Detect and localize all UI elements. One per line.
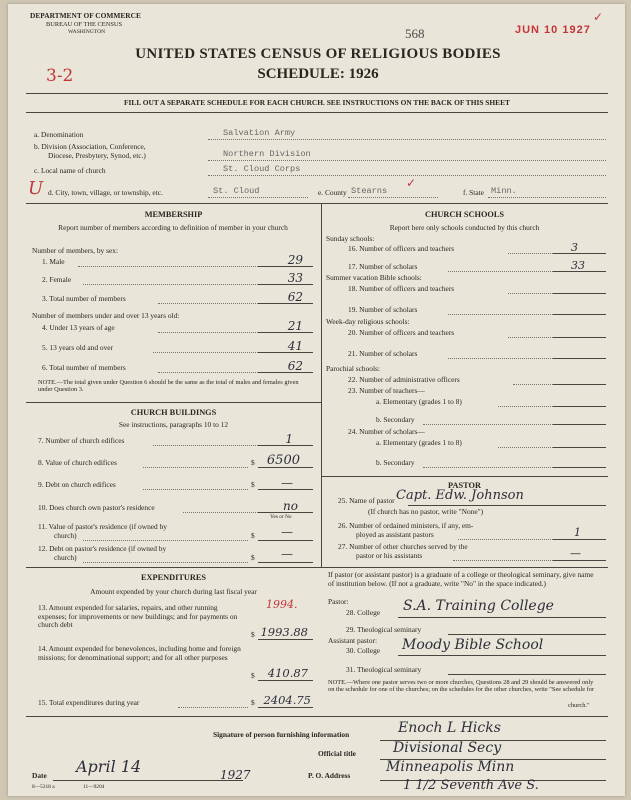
expenditures-intro: Amount expended by your church during last fiscal year	[90, 587, 257, 596]
q8-value: 6500	[266, 453, 300, 468]
q23a-label: a. Elementary (grades 1 to 8)	[376, 397, 462, 406]
signature-label: Signature of person furnishing information	[213, 730, 350, 739]
margin-mark: U	[28, 178, 44, 199]
q13-label: 13. Amount expended for salaries, repairs, and other running expenses; for improvements or new buildings; and for payments on church debt	[38, 603, 238, 630]
county-label: e. County	[318, 188, 347, 197]
q14-label: 14. Amount expended for benevolences, including home and foreign missions; for denominational support; and for all other purposes	[38, 644, 241, 662]
q13-value: 1993.88	[260, 625, 308, 639]
membership-note: NOTE.—The total given under Question 6 should be the same as the total of males and females given under Question 3.	[38, 379, 299, 394]
form-number: 568	[405, 26, 425, 41]
dollar-sign: $	[251, 630, 255, 639]
pastor-subheading: Pastor:	[328, 597, 349, 606]
county-value: Stearns	[351, 186, 388, 196]
q27-label-2: pastor or his assistants	[356, 551, 423, 560]
graduate-note: If pastor (or assistant pastor) is a graduate of a college or theological seminary, give name of institution below. (If not a graduate, write "No" in the space indicated.)	[328, 570, 594, 588]
q23-label: 23. Number of teachers—	[348, 386, 425, 395]
division-label-1: b. Division (Association, Conference,	[34, 142, 146, 151]
q11-label-1: 11. Value of pastor's residence (if owned by	[38, 522, 167, 531]
check-mark-icon: ✓	[593, 10, 604, 24]
form-code-2: 11—9204	[83, 784, 105, 790]
buildings-intro: See instructions, paragraphs 10 to 12	[118, 420, 229, 429]
form-code: 8—5318 a	[32, 784, 55, 790]
q11-label-2: church)	[54, 531, 77, 540]
vacation-schools-label: Summer vacation Bible schools:	[326, 273, 422, 282]
received-date-stamp: JUN 10 1927	[515, 24, 591, 36]
parochial-schools-label: Parochial schools:	[326, 364, 380, 373]
q26-label-1: 26. Number of ordained ministers, if any, em-	[338, 521, 474, 530]
dollar-sign: $	[251, 531, 255, 540]
q26-label-2: ployed as assistant pastors	[356, 530, 434, 539]
q24b-label: b. Secondary	[376, 458, 415, 467]
q19-label: 19. Number of scholars	[348, 305, 418, 314]
q15-label: 15. Total expenditures during year	[38, 698, 140, 707]
q2-value: 33	[287, 271, 303, 285]
q28-value: S.A. Training College	[403, 598, 554, 614]
q8-label: 8. Value of church edifices	[38, 458, 117, 467]
q12-label-2: church)	[54, 553, 77, 562]
q2-label: 2. Female	[42, 275, 72, 284]
q24-label: 24. Number of scholars—	[348, 427, 425, 436]
local-name-value: St. Cloud Corps	[223, 164, 301, 174]
local-name-label: c. Local name of church	[34, 166, 106, 175]
q6-label: 6. Total number of members	[42, 363, 126, 372]
form-title: UNITED STATES CENSUS OF RELIGIOUS BODIES	[135, 46, 501, 62]
q31-label: 31. Theological seminary	[346, 665, 422, 674]
q4-label: 4. Under 13 years of age	[42, 323, 115, 332]
form-subtitle: SCHEDULE: 1926	[257, 66, 379, 82]
city-label: d. City, town, village, or township, etc.	[48, 188, 163, 197]
po-address-value-2: 1 1/2 Seventh Ave S.	[403, 778, 539, 793]
q1-value: 29	[287, 253, 303, 267]
city-label: WASHINGTON	[68, 29, 106, 35]
code-mark: 3-2	[46, 66, 74, 86]
census-schedule-form	[8, 4, 625, 796]
sunday-schools-label: Sunday schools:	[326, 234, 375, 243]
q11-value: —	[281, 525, 293, 539]
q23b-label: b. Secondary	[376, 415, 415, 424]
q24a-label: a. Elementary (grades 1 to 8)	[376, 438, 462, 447]
official-title-value: Divisional Secy	[393, 740, 502, 756]
year-value: 1927	[220, 768, 251, 782]
q13-note: 1994.	[266, 598, 298, 611]
q16-value: 3	[571, 241, 578, 254]
q7-value: 1	[285, 432, 293, 446]
dollar-sign: $	[251, 553, 255, 562]
q12-value: —	[281, 547, 293, 561]
dollar-sign: $	[251, 480, 255, 489]
schools-heading: CHURCH SCHOOLS	[424, 210, 505, 219]
members-by-sex-label: Number of members, by sex:	[32, 246, 118, 255]
q25-label: 25. Name of pastor	[338, 496, 395, 505]
q10-label: 10. Does church own pastor's residence	[38, 503, 155, 512]
po-address-label: P. O. Address	[308, 771, 351, 780]
q6-value: 62	[287, 359, 303, 373]
q9-value: —	[281, 476, 293, 490]
division-value: Northern Division	[223, 149, 311, 159]
dollar-sign: $	[251, 698, 255, 707]
q12-label-1: 12. Debt on pastor's residence (if owned by	[38, 544, 167, 553]
pastor-heading: PASTOR	[448, 481, 481, 490]
q10-value: no	[283, 499, 298, 513]
q25-value: Capt. Edw. Johnson	[396, 488, 524, 503]
bureau-label: BUREAU OF THE CENSUS	[46, 21, 123, 28]
yes-no-caption: Yes or No	[270, 514, 292, 520]
state-label: f. State	[463, 188, 484, 197]
schools-intro: Report here only schools conducted by this church	[389, 223, 540, 232]
city-value: St. Cloud	[213, 186, 260, 196]
q7-label: 7. Number of church edifices	[38, 436, 125, 445]
q27-label-1: 27. Number of other churches served by the	[338, 542, 468, 551]
q27-value: —	[570, 547, 581, 560]
date-value: April 14	[76, 757, 142, 776]
q15-value: 2404.75	[263, 693, 311, 707]
q22-label: 22. Number of administrative officers	[348, 375, 460, 384]
q5-label: 5. 13 years old and over	[42, 343, 114, 352]
q30-label: 30. College	[346, 646, 381, 655]
q29-label: 29. Theological seminary	[346, 625, 422, 634]
membership-heading: MEMBERSHIP	[144, 210, 203, 219]
membership-intro: Report number of members according to definition of member in your church	[58, 223, 288, 232]
division-label-2: Diocese, Presbytery, Synod, etc.)	[48, 151, 146, 160]
q4-value: 21	[287, 319, 303, 333]
age-label: Number of members under and over 13 years old:	[32, 311, 180, 320]
expenditures-heading: EXPENDITURES	[140, 573, 206, 582]
q18-label: 18. Number of officers and teachers	[348, 284, 455, 293]
q3-label: 3. Total number of members	[42, 294, 126, 303]
dollar-sign: $	[251, 671, 255, 680]
official-title-label: Official title	[318, 749, 356, 758]
dollar-sign: $	[251, 458, 255, 467]
q26-value: 1	[574, 526, 581, 539]
multi-church-note-end: church."	[568, 702, 590, 709]
state-value: Minn.	[491, 186, 517, 196]
buildings-heading: CHURCH BUILDINGS	[130, 408, 217, 417]
department-label: DEPARTMENT OF COMMERCE	[30, 11, 141, 20]
q20-label: 20. Number of officers and teachers	[348, 328, 455, 337]
date-label: Date	[32, 771, 47, 780]
weekday-schools-label: Week-day religious schools:	[326, 317, 410, 326]
q1-label: 1. Male	[42, 257, 65, 266]
q9-label: 9. Debt on church edifices	[38, 480, 116, 489]
q14-value: 410.87	[267, 666, 308, 680]
po-address-value-1: Minneapolis Minn	[386, 759, 515, 775]
q25-note: (If church has no pastor, write "None")	[368, 507, 484, 516]
multi-church-note: NOTE.—Where one pastor serves two or more churches, Questions 28 and 29 should be answered only on the schedule for one of the churches; on the schedules for the other churches, write "See schedule for	[328, 679, 595, 694]
q28-label: 28. College	[346, 608, 381, 617]
q5-value: 41	[287, 339, 303, 353]
q30-value: Moody Bible School	[402, 637, 544, 653]
q3-value: 62	[287, 290, 303, 304]
denomination-value: Salvation Army	[223, 128, 296, 138]
q21-label: 21. Number of scholars	[348, 349, 418, 358]
q16-label: 16. Number of officers and teachers	[348, 244, 455, 253]
check-mark-icon: ✓	[406, 176, 417, 190]
denomination-label: a. Denomination	[34, 130, 84, 139]
assistant-subheading: Assistant pastor:	[328, 636, 378, 645]
instruction-banner: FILL OUT A SEPARATE SCHEDULE FOR EACH CHURCH. SEE INSTRUCTIONS ON THE BACK OF THIS SHEET	[124, 98, 510, 107]
signature-value: Enoch L Hicks	[398, 720, 501, 736]
q17-label: 17. Number of scholars	[348, 262, 418, 271]
q17-value: 33	[571, 259, 585, 272]
